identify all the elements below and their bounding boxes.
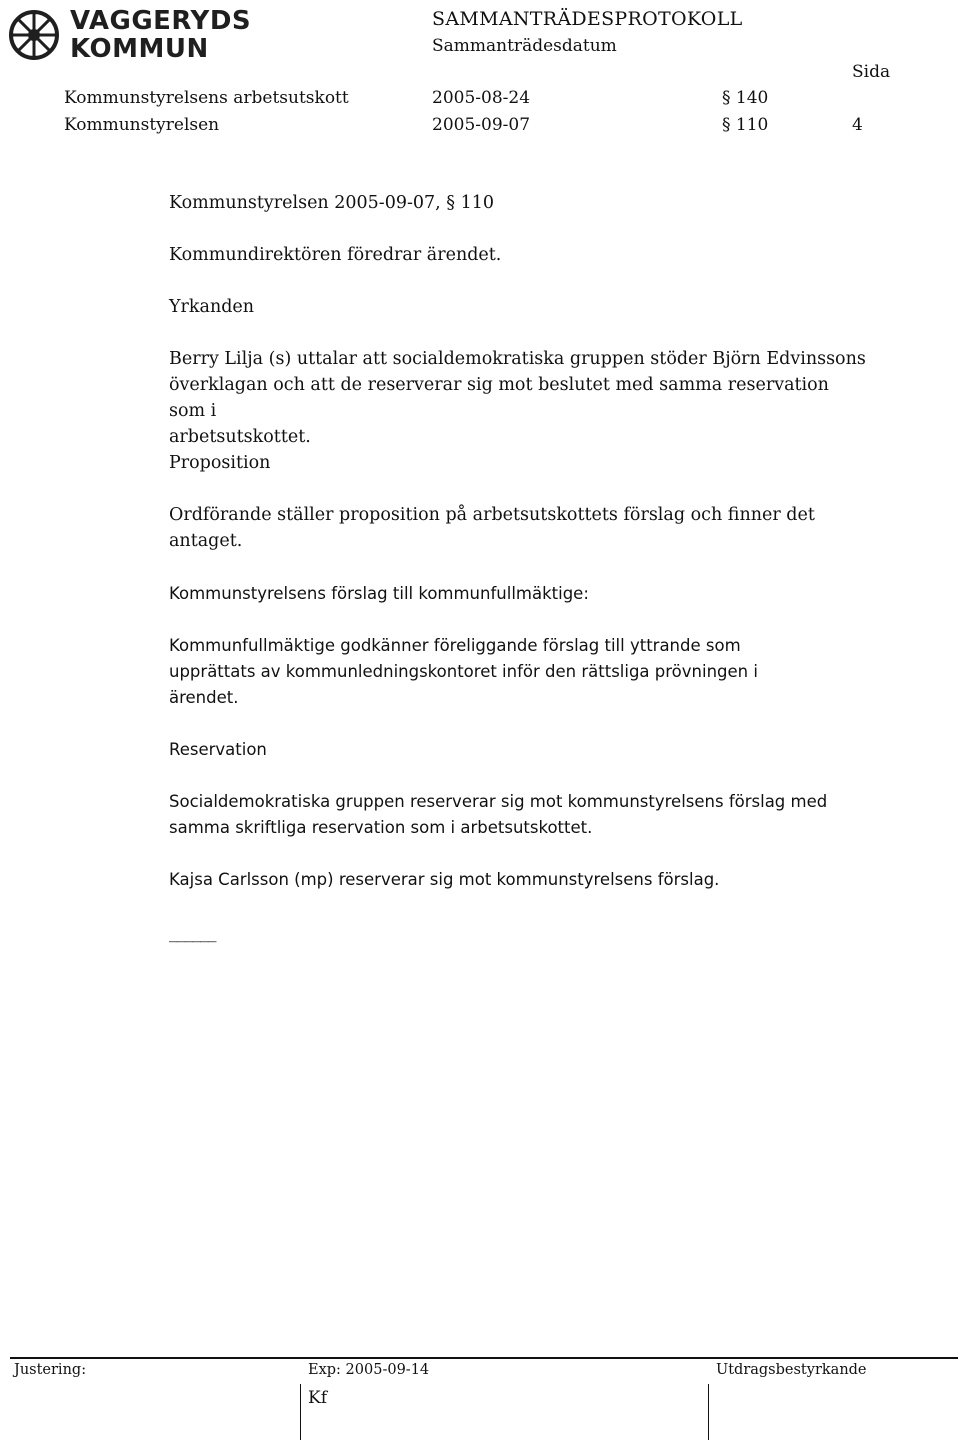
utdragsbestyrkande-label: Utdragsbestyrkande — [716, 1362, 867, 1378]
proposition-paragraph — [169, 502, 869, 554]
page-label: Sida — [852, 62, 891, 82]
forslag-line: Kommunfullmäktige godkänner föreliggande förslag till yttrande som — [169, 636, 741, 655]
intro-text: Kommundirektören föredrar ärendet. — [169, 245, 502, 265]
forslag-paragraph — [169, 633, 869, 711]
proposition-line: antaget. — [169, 531, 243, 551]
forslag-line: ärendet. — [169, 688, 239, 707]
reservation-line: Socialdemokratiska gruppen reserverar sig mot kommunstyrelsens förslag med — [169, 792, 828, 811]
wagon-wheel-icon — [8, 9, 60, 61]
page-number: 4 — [852, 115, 863, 135]
header-row-1-body: Kommunstyrelsens arbetsutskott — [64, 88, 349, 108]
yrkanden-heading: Yrkanden — [169, 297, 255, 317]
forslag-heading: Kommunstyrelsens förslag till kommunfullmäktige: — [169, 584, 589, 603]
yrkanden-line: Berry Lilja (s) uttalar att socialdemokratiska gruppen stöder Björn Edvinssons — [169, 349, 866, 369]
header-row-1-date: 2005-08-24 — [432, 88, 531, 108]
header-row-2-paragraph: § 110 — [722, 115, 769, 135]
document-title: SAMMANTRÄDESPROTOKOLL — [432, 8, 743, 30]
yrkanden-line: överklagan och att de reserverar sig mot beslutet med samma reservation som i — [169, 375, 829, 421]
expedition-recipient: Kf — [308, 1388, 327, 1408]
justering-label: Justering: — [14, 1362, 87, 1378]
meeting-reference: Kommunstyrelsen 2005-09-07, § 110 — [169, 193, 494, 213]
proposition-line: Ordförande ställer proposition på arbetsutskottets förslag och finner det — [169, 505, 815, 525]
reservation-note: Kajsa Carlsson (mp) reserverar sig mot kommunstyrelsens förslag. — [169, 870, 720, 889]
end-mark: ______ — [169, 923, 216, 943]
meeting-date-label: Sammanträdesdatum — [432, 36, 617, 56]
expedition-label: Exp: 2005-09-14 — [308, 1362, 430, 1378]
forslag-line: upprättats av kommunledningskontoret inför den rättsliga prövningen i — [169, 662, 758, 681]
municipality-logo — [6, 4, 252, 66]
logo-line-2: KOMMUN — [70, 34, 209, 64]
footer-rule — [10, 1357, 958, 1359]
header-row-2-body: Kommunstyrelsen — [64, 115, 220, 135]
reservation-paragraph — [169, 789, 869, 841]
header-row-2-date: 2005-09-07 — [432, 115, 531, 135]
proposition-heading: Proposition — [169, 453, 271, 473]
reservation-line: samma skriftliga reservation som i arbetsutskottet. — [169, 818, 593, 837]
yrkanden-paragraph — [169, 346, 869, 450]
footer-divider-right — [708, 1384, 709, 1440]
reservation-heading: Reservation — [169, 740, 267, 759]
footer-divider-left — [300, 1384, 301, 1440]
header-row-1-paragraph: § 140 — [722, 88, 769, 108]
logo-line-1: VAGGERYDS — [70, 6, 252, 36]
yrkanden-line: arbetsutskottet. — [169, 427, 311, 447]
